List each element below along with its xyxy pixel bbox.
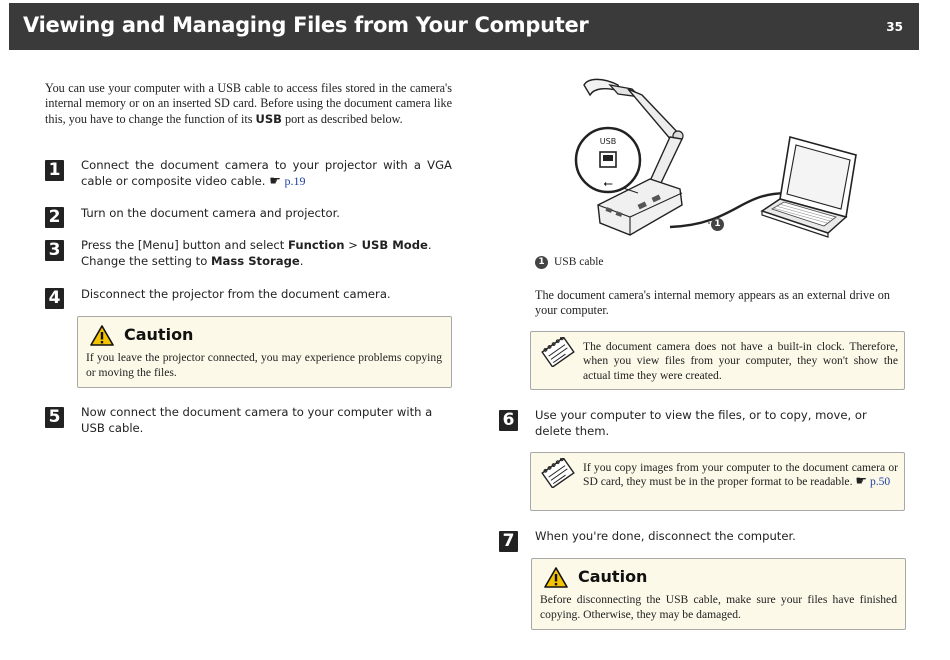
step-2-text: Turn on the document camera and projector. bbox=[81, 206, 340, 220]
note-box-2 bbox=[530, 452, 905, 511]
note-body: The document camera does not have a built-in clock. Therefore, when you view files from your computer, they won't show the actual time they were created. bbox=[583, 340, 898, 382]
step-4-text: Disconnect the projector from the document camera. bbox=[81, 287, 391, 301]
step-5-badge: 5 bbox=[45, 407, 64, 428]
note-box-1 bbox=[530, 331, 905, 390]
pointing-hand-icon: ☛ bbox=[855, 474, 868, 490]
step-5-text: Now connect the document camera to your computer with a USB cable. bbox=[81, 405, 433, 435]
caution-body: If you leave the projector connected, you may experience problems copying or moving the files. bbox=[86, 351, 442, 379]
step-1-text: Connect the document camera to your projector with a VGA cable or composite video cable. ☛ p.19 bbox=[81, 158, 452, 189]
step-1-badge: 1 bbox=[45, 160, 64, 181]
caution-box-2 bbox=[531, 558, 906, 630]
link-p19[interactable]: p.19 bbox=[284, 173, 306, 188]
memo-pad-icon bbox=[541, 458, 575, 488]
step-6-text: Use your computer to view the files, or to copy, move, or delete them. bbox=[535, 408, 867, 438]
page-number: 35 bbox=[886, 20, 903, 34]
intro-paragraph: You can use your computer with a USB cable to access files stored in the camera's internal memory or on an inserted SD card. Before using the document camera like this, you have to change the function of its USB port as described below. bbox=[45, 81, 452, 126]
drive-paragraph: The document camera's internal memory appears as an external drive on your computer. bbox=[535, 288, 890, 318]
pointing-hand-icon: ☛ bbox=[269, 173, 281, 189]
usb-symbol-icon: ⭠ bbox=[603, 176, 613, 190]
note-body: If you copy images from your computer to the document camera or SD card, they must be in the proper format to be readable. ☛ p.50 bbox=[583, 461, 898, 490]
caution-box-1 bbox=[77, 316, 452, 388]
page-header bbox=[9, 3, 919, 50]
step-6-badge: 6 bbox=[499, 410, 518, 431]
warning-triangle-icon bbox=[544, 567, 568, 588]
callout-1: 1 bbox=[711, 218, 724, 231]
caution-title: Caution bbox=[578, 567, 648, 586]
step-2-badge: 2 bbox=[45, 207, 64, 228]
warning-triangle-icon bbox=[90, 325, 114, 346]
step-3-text: Press the [Menu] button and select Function > USB Mode. Change the setting to Mass Storage. bbox=[81, 238, 432, 268]
step-3-badge: 3 bbox=[45, 240, 64, 261]
usb-port-label: USB bbox=[599, 137, 617, 146]
step-4-badge: 4 bbox=[45, 288, 64, 309]
caution-title: Caution bbox=[124, 325, 194, 344]
caption-callout-1: 1 bbox=[535, 256, 548, 269]
step-7-badge: 7 bbox=[499, 531, 518, 552]
memo-pad-icon bbox=[541, 337, 575, 367]
figure-caption: USB cable bbox=[554, 256, 604, 268]
link-p50[interactable]: p.50 bbox=[869, 475, 891, 489]
step-7-text: When you're done, disconnect the computer. bbox=[535, 529, 796, 543]
page-title: Viewing and Managing Files from Your Computer bbox=[23, 13, 589, 37]
caution-body: Before disconnecting the USB cable, make sure your files have finished copying. Otherwise, they may be damaged. bbox=[540, 593, 897, 621]
